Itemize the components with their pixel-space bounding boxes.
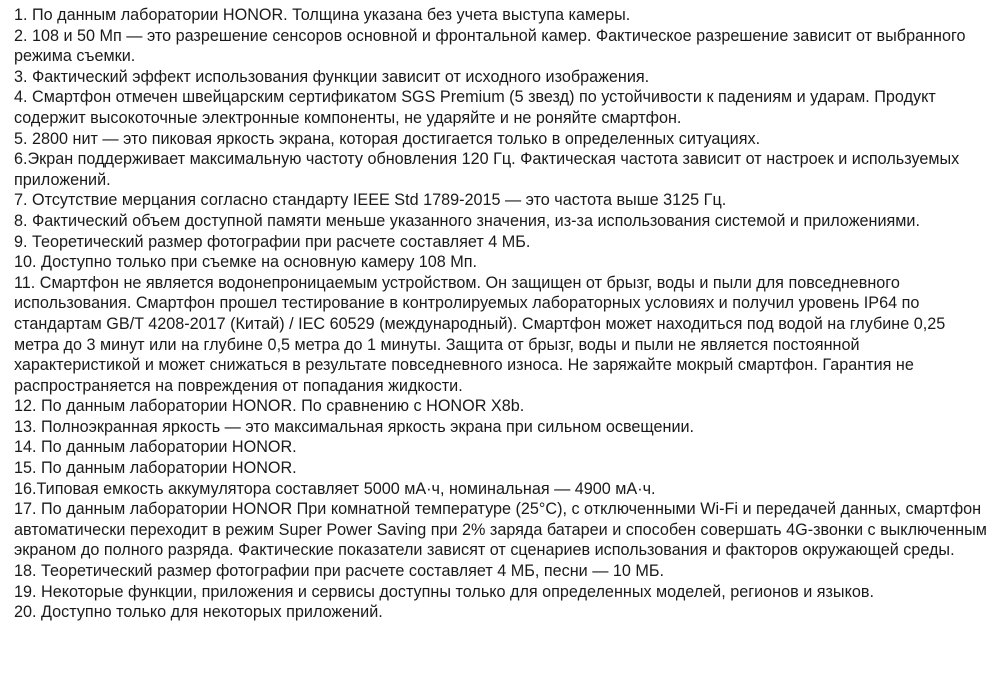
footnote-18: 18. Теоретический размер фотографии при расчете составляет 4 МБ, песни — 10 МБ. bbox=[14, 562, 665, 581]
footnote-20: 20. Доступно только для некоторых приложений. bbox=[14, 603, 383, 622]
footnote-4: 4. Смартфон отмечен швейцарским сертификатом SGS Premium (5 звезд) по устойчивости к падениям и ударам. Продукт содержит высокоточные электронные компоненты, не ударяйте и не роняйте смартфон. bbox=[14, 88, 936, 127]
footnote-17: 17. По данным лаборатории HONOR При комнатной температуре (25°C), с отключенными Wi-Fi и передачей данных, смартфон автоматически переходит в режим Super Power Saving при 2% заряда батареи и способен совершать 4G-звонки с выключенным экраном до полного разряда. Фактические показатели зависят от сценариев использования и факторов окружающей среды. bbox=[14, 500, 987, 560]
footnote-1: 1. По данным лаборатории HONOR. Толщина указана без учета выступа камеры. bbox=[14, 6, 631, 24]
footnote-3: 3. Фактический эффект использования функции зависит от исходного изображения. bbox=[14, 67, 650, 86]
footnote-16: 16.Типовая емкость аккумулятора составляет 5000 мА·ч, номинальная — 4900 мА·ч. bbox=[14, 479, 656, 498]
footnote-14: 14. По данным лаборатории HONOR. bbox=[14, 438, 297, 457]
footnote-8: 8. Фактический объем доступной памяти меньше указанного значения, из-за использования системой и приложениями. bbox=[14, 211, 920, 230]
footnote-7: 7. Отсутствие мерцания согласно стандарту IEEE Std 1789-2015 — это частота выше 3125 Гц. bbox=[14, 191, 727, 210]
footnote-19: 19. Некоторые функции, приложения и сервисы доступны только для определенных моделей, регионов и языков. bbox=[14, 582, 874, 601]
footnote-10: 10. Доступно только при съемке на основную камеру 108 Мп. bbox=[14, 253, 478, 272]
footnote-13: 13. Полноэкранная яркость — это максимальная яркость экрана при сильном освещении. bbox=[14, 417, 695, 436]
footnote-2: 2. 108 и 50 Мп — это разрешение сенсоров основной и фронтальной камер. Фактическое разрешение зависит от выбранного режима съемки. bbox=[14, 26, 966, 66]
footnote-11: 11. Смартфон не является водонепроницаемым устройством. Он защищен от брызг, воды и пыли для повседневного использования. Смартфон прошел тестирование в контролируемых лабораторных условиях и получил уровень IP64 по стандартам GB/T 4208-2017 (Китай) / IEC 60529 (международный). Смартфон может находиться под водой на глубине 0,25 метра до 3 минут или на глубине 0,5 метра до 1 минуты. Защита от брызг, воды и пыли не является постоянной характеристикой и может снижаться в результате повседневного износа. Не заряжайте мокрый смартфон. Гарантия не распространяется на повреждения от попадания жидкости. bbox=[14, 273, 946, 395]
footnote-9: 9. Теоретический размер фотографии при расчете составляет 4 МБ. bbox=[14, 232, 531, 251]
footnote-5: 5. 2800 нит — это пиковая яркость экрана, которая достигается только в определенных ситуациях. bbox=[14, 129, 761, 148]
footnote-12: 12. По данным лаборатории HONOR. По сравнению с HONOR X8b. bbox=[14, 397, 525, 416]
footnote-6: 6.Экран поддерживает максимальную частоту обновления 120 Гц. Фактическая частота зависит от настроек и используемых приложений. bbox=[14, 150, 960, 189]
footnote-15: 15. По данным лаборатории HONOR. bbox=[14, 459, 297, 478]
